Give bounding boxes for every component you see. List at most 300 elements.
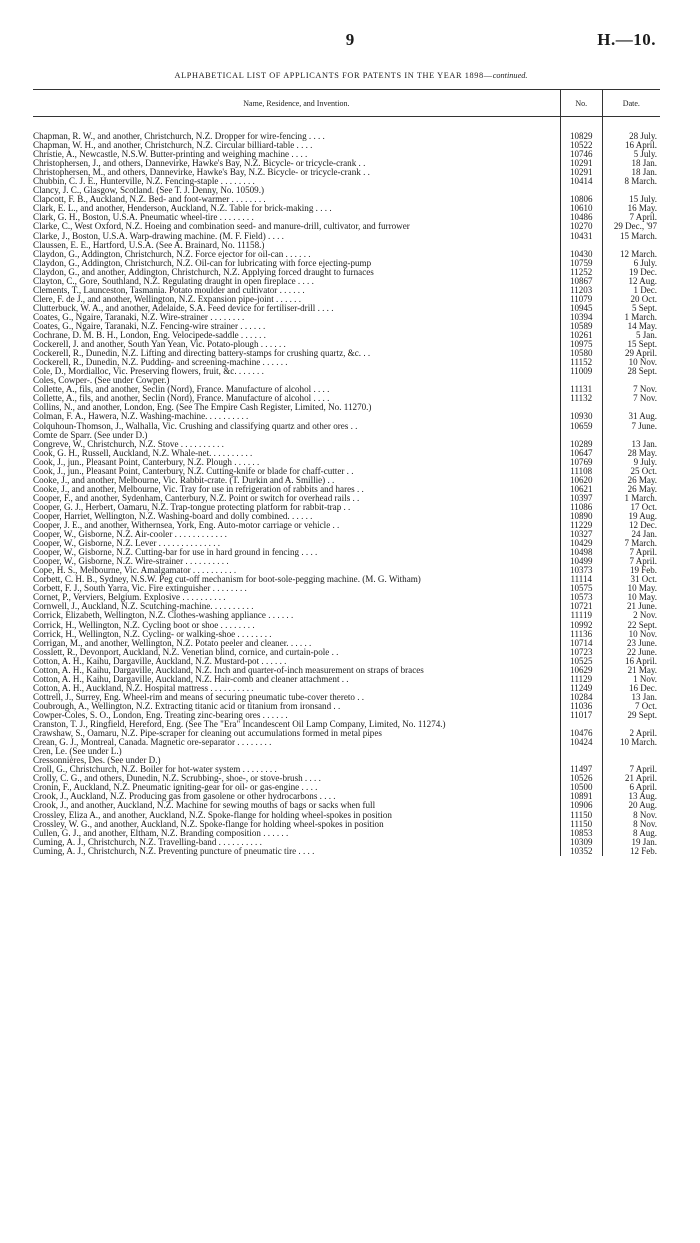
table-row: [33, 557, 660, 566]
patent-number: 10522: [560, 141, 602, 150]
application-date: 31 Oct.: [602, 575, 660, 584]
table-row: [33, 150, 660, 159]
application-date: 7 April.: [602, 213, 660, 222]
patent-number: 10270: [560, 222, 602, 231]
applicant-entry: Crolly, C. G., and others, Dunedin, N.Z. Scrubbing-, shoe-, or stove-brush . . . .: [33, 774, 321, 784]
applicant-entry: Corrick, H., Wellington, N.Z. Cycling boot or shoe . . . . . . . .: [33, 620, 255, 630]
table-row: [33, 232, 660, 241]
table-row: [33, 358, 660, 367]
table-spacer-row: [33, 117, 660, 133]
table-row: [33, 729, 660, 738]
application-date: 5 July.: [602, 150, 660, 159]
patent-number: 10525: [560, 657, 602, 666]
document-code: H.—10.: [597, 30, 656, 49]
table-row: [33, 412, 660, 421]
table-row: [33, 367, 660, 376]
patent-number: 11108: [560, 467, 602, 476]
page-number: 9: [345, 30, 355, 49]
patent-number: 11150: [560, 820, 602, 829]
patent-number: [560, 720, 602, 729]
patent-number: 10526: [560, 774, 602, 783]
applicant-entry: Cren, Le. (See under L.): [33, 747, 122, 757]
table-row: [33, 313, 660, 322]
patent-number: 10867: [560, 277, 602, 286]
patent-number: 10373: [560, 566, 602, 575]
table-row: [33, 259, 660, 268]
patent-number: [560, 241, 602, 250]
patent-number: 11252: [560, 268, 602, 277]
patent-number: 10721: [560, 602, 602, 611]
applicant-entry: Claydon, G., Addington, Christchurch, N.Z. Oil-can for lubricating with force ejecting-pump: [33, 258, 372, 268]
application-date: 16 April.: [602, 657, 660, 666]
patent-number: 11009: [560, 367, 602, 376]
application-date: 5 Jan.: [602, 331, 660, 340]
patent-number: 10610: [560, 204, 602, 213]
table-row: [33, 286, 660, 295]
table-row: [33, 584, 660, 593]
application-date: 24 Jan.: [602, 530, 660, 539]
applicant-entry: Cooper, W., Gisborne, N.Z. Air-cooler . . . . . . . . . . . .: [33, 530, 227, 540]
applicant-entry: Cooper, W., Gisborne, N.Z. Wire-strainer . . . . . . . . . .: [33, 557, 229, 567]
column-header-no: No.: [560, 90, 602, 117]
applicant-entry: Claydon, G., and another, Addington, Christchurch, N.Z. Applying forced draught to furnaces: [33, 267, 374, 277]
application-date: 7 June.: [602, 422, 660, 431]
applicant-entry: Colman, F. A., Hawera, N.Z. Washing-machine. . . . . . . . . .: [33, 412, 249, 422]
table-row: [33, 458, 660, 467]
table-row: [33, 195, 660, 204]
table-row: [33, 847, 660, 856]
patent-number: 10580: [560, 349, 602, 358]
application-date: 21 June.: [602, 602, 660, 611]
patent-number: 10659: [560, 422, 602, 431]
applicant-entry: Crook, J., Auckland, N.Z. Producing gas from gasolene or other hydrocarbons . . . .: [33, 792, 336, 802]
applicant-entry: Clancy, J. C., Glasgow, Scotland. (See T. J. Denny, No. 10509.): [33, 186, 265, 196]
application-date: 26 May.: [602, 476, 660, 485]
applicant-entry: Croll, G., Christchurch, N.Z. Boiler for hot-water system . . . . . . . .: [33, 765, 277, 775]
patent-number: 10500: [560, 783, 602, 792]
application-date: 28 Sept.: [602, 367, 660, 376]
application-date: 17 Oct.: [602, 503, 660, 512]
table-row: [33, 385, 660, 394]
applicant-entry: Chubbin, C. J. E., Hunterville, N.Z. Fencing-staple . . . . . . . .: [33, 177, 255, 187]
applicant-entry: Clark, G. H., Boston, U.S.A. Pneumatic wheel-tire . . . . . . . .: [33, 213, 254, 223]
patent-number: 10429: [560, 539, 602, 548]
table-row: [33, 431, 660, 440]
table-row: [33, 648, 660, 657]
applicant-entry: Cooper, Harriet, Wellington, N.Z. Washing-board and dolly combined. . . . . .: [33, 511, 313, 521]
applicant-entry: Crossley, W. G., and another, Auckland, N.Z. Spoke-flange for holding wheel-spokes in position: [33, 819, 384, 829]
patent-number: 11129: [560, 675, 602, 684]
table-body: [33, 117, 660, 856]
applicant-entry: Coates, G., Ngaire, Taranaki, N.Z. Wire-strainer . . . . . . . .: [33, 312, 245, 322]
table-row: [33, 738, 660, 747]
patent-number: [560, 747, 602, 756]
patent-number: 11017: [560, 711, 602, 720]
table-row: [33, 295, 660, 304]
application-date: 13 Jan.: [602, 693, 660, 702]
applicant-entry: Cooke, J., and another, Melbourne, Vic. Rabbit-crate. (T. Durkin and A. Smillie) . .: [33, 475, 335, 485]
application-date: 10 May.: [602, 584, 660, 593]
applicant-entry: Cuming, A. J., Christchurch, N.Z. Travelling-band . . . . . . . . . .: [33, 837, 262, 847]
applicant-entry: Cochrane, D. M. B. H., London, Eng. Velocipede-saddle . . . . . .: [33, 331, 266, 341]
table-row: [33, 268, 660, 277]
applicant-entry: Coles, Cowper-. (See under Cowper.): [33, 376, 170, 386]
title-continued: continued.: [492, 71, 528, 80]
applicant-entry: Cockerell, J. and another, South Yan Yean, Vic. Potato-plough . . . . . .: [33, 340, 286, 350]
patent-number: 10746: [560, 150, 602, 159]
patent-number: 10431: [560, 232, 602, 241]
application-date: 28 July.: [602, 132, 660, 141]
patent-number: 10352: [560, 847, 602, 856]
applicant-entry: Cooke, J., and another, Melbourne, Vic. Tray for use in refrigeration of rabbits and hares . .: [33, 484, 364, 494]
applicant-entry: Clarke, J., Boston, U.S.A. Warp-drawing machine. (M. F. Field) . . . .: [33, 231, 284, 241]
patent-number: [560, 403, 602, 412]
application-date: 1 Dec.: [602, 286, 660, 295]
table-row: [33, 838, 660, 847]
table-row: [33, 494, 660, 503]
table-row: [33, 783, 660, 792]
applicant-entry: Colquhoun-Thomson, J., Walhalla, Vic. Crushing and classifying quartz and other ores . .: [33, 421, 358, 431]
application-date: [602, 720, 660, 729]
applicant-entry: Chapman, W. H., and another, Christchurch, N.Z. Circular billiard-table . . . .: [33, 141, 313, 151]
patent-number: 10945: [560, 304, 602, 313]
patent-number: 10647: [560, 449, 602, 458]
patent-number: 11132: [560, 394, 602, 403]
application-date: 7 April.: [602, 557, 660, 566]
patent-number: 11497: [560, 765, 602, 774]
table-row: [33, 575, 660, 584]
table-row: [33, 792, 660, 801]
patent-number: 10414: [560, 177, 602, 186]
applicant-entry: Cockerell, R., Dunedin, N.Z. Pudding- and screening-machine . . . . . .: [33, 358, 288, 368]
table-row: [33, 548, 660, 557]
table-row: [33, 467, 660, 476]
table-row: [33, 394, 660, 403]
table-row: [33, 204, 660, 213]
applicant-entry: Christophersen, M., and others, Dannevirke, Hawke's Bay, N.Z. Bicycle- or tricycle-crank . .: [33, 168, 370, 178]
application-date: 12 Feb.: [602, 847, 660, 856]
title-text: ALPHABETICAL LIST OF APPLICANTS FOR PATENTS IN THE YEAR 1898—: [174, 71, 493, 80]
patent-number: 10620: [560, 476, 602, 485]
table-row: [33, 449, 660, 458]
table-row: [33, 512, 660, 521]
application-date: [602, 376, 660, 385]
patent-number: 10589: [560, 322, 602, 331]
table-row: [33, 521, 660, 530]
application-date: 20 Oct.: [602, 295, 660, 304]
applicant-entry: Coubrough, A., Wellington, N.Z. Extracting titanic acid or titanium from ironsand . .: [33, 701, 341, 711]
applicant-entry: Clark, E. L., and another, Henderson, Auckland, N.Z. Table for brick-making . . . .: [33, 204, 332, 214]
patent-number: 10261: [560, 331, 602, 340]
table-row: [33, 168, 660, 177]
patent-number: 11119: [560, 611, 602, 620]
patent-number: 10906: [560, 801, 602, 810]
application-date: 10 Nov.: [602, 358, 660, 367]
patent-number: 11036: [560, 702, 602, 711]
table-row: [33, 241, 660, 250]
table-row: [33, 186, 660, 195]
patent-number: 10284: [560, 693, 602, 702]
application-date: 12 Dec.: [602, 521, 660, 530]
table-row: [33, 702, 660, 711]
patent-number: 10890: [560, 512, 602, 521]
applicant-entry: Claydon, G., Addington, Christchurch, N.Z. Force ejector for oil-can . . . . . .: [33, 249, 311, 259]
table-row: [33, 801, 660, 810]
applicant-entry: Clere, F. de J., and another, Wellington, N.Z. Expansion pipe-joint . . . . . .: [33, 294, 301, 304]
application-date: 16 Dec.: [602, 684, 660, 693]
application-date: 19 Jan.: [602, 838, 660, 847]
application-date: [602, 186, 660, 195]
application-date: 7 March.: [602, 539, 660, 548]
application-date: [602, 431, 660, 440]
application-date: 1 March.: [602, 494, 660, 503]
patent-number: 10430: [560, 250, 602, 259]
application-date: 18 Jan.: [602, 159, 660, 168]
application-date: 26 May.: [602, 485, 660, 494]
patent-number: 11152: [560, 358, 602, 367]
patent-number: 10499: [560, 557, 602, 566]
applicant-entry: Cranston, T. J., Ringfield, Hereford, Eng. (See The "Era" Incandescent Oil Lamp Company, Limited, No. 11274.): [33, 720, 446, 730]
applicant-entry: Cronin, F., Auckland, N.Z. Pneumatic igniting-gear for oil- or gas-engine . . . .: [33, 783, 318, 793]
table-header-row: [33, 90, 660, 117]
application-date: 6 July.: [602, 259, 660, 268]
patent-number: 11150: [560, 811, 602, 820]
patent-number: 10992: [560, 621, 602, 630]
table-row: [33, 222, 660, 231]
table-row: [33, 675, 660, 684]
application-date: 5 Sept.: [602, 304, 660, 313]
table-row: [33, 602, 660, 611]
table-row: [33, 132, 660, 141]
applicant-entry: Crawshaw, S., Oamaru, N.Z. Pipe-scraper for cleaning out accumulations formed in metal pipes: [33, 729, 382, 739]
table-row: [33, 530, 660, 539]
table-row: [33, 213, 660, 222]
application-date: 8 Aug.: [602, 829, 660, 838]
application-date: 29 Sept.: [602, 711, 660, 720]
applicant-entry: Clements, T., Launceston, Tasmania. Potato moulder and cultivator . . . . . .: [33, 285, 305, 295]
applicant-entry: Corrick, H., Wellington, N.Z. Cycling- or walking-shoe . . . . . . . .: [33, 629, 272, 639]
table-row: [33, 639, 660, 648]
applicant-entry: Clayton, C., Gore, Southland, N.Z. Regulating draught in open fireplace . . . .: [33, 276, 314, 286]
table-row: [33, 711, 660, 720]
applicant-entry: Crossley, Eliza A., and another, Auckland, N.Z. Spoke-flange for holding wheel-spokes in position: [33, 810, 392, 820]
table-row: [33, 684, 660, 693]
applicant-entry: Cooper, G. J., Herbert, Oamaru, N.Z. Trap-tongue protecting platform for rabbit-trap . .: [33, 502, 351, 512]
applicant-entry: Cooper, W., Gisborne, N.Z. Cutting-bar for use in hard ground in fencing . . . .: [33, 548, 318, 558]
application-date: 21 May.: [602, 666, 660, 675]
application-date: [602, 747, 660, 756]
table-row: [33, 376, 660, 385]
table-row: [33, 340, 660, 349]
table-row: [33, 720, 660, 729]
application-date: 1 Nov.: [602, 675, 660, 684]
applicant-entry: Cook, J., jun., Pleasant Point, Canterbury, N.Z. Plough . . . . . .: [33, 457, 260, 467]
table-row: [33, 349, 660, 358]
applicant-entry: Chapman, R. W., and another, Christchurch, N.Z. Dropper for wire-fencing . . . .: [33, 132, 325, 141]
page-title: [36, 71, 666, 80]
applicant-entry: Collins, N., and another, London, Eng. (See The Empire Cash Register, Limited, No. 11270.): [33, 403, 372, 413]
application-date: 22 June.: [602, 648, 660, 657]
table-row: [33, 765, 660, 774]
applicant-entry: Cuming, A. J., Christchurch, N.Z. Preventing puncture of pneumatic tire . . . .: [33, 846, 315, 856]
table-row: [33, 811, 660, 820]
table-row: [33, 611, 660, 620]
table-row: [33, 621, 660, 630]
patent-number: [560, 756, 602, 765]
applicant-entry: Cooper, W., Gisborne, N.Z. Lever . . . . . . . . . . . . . .: [33, 539, 221, 549]
application-date: 16 May.: [602, 204, 660, 213]
patent-number: 10723: [560, 648, 602, 657]
patent-number: 10327: [560, 530, 602, 539]
table-row: [33, 422, 660, 431]
applicant-entry: Cope, H. S., Melbourne, Vic. Amalgamator . . . . . . . . . .: [33, 566, 237, 576]
application-date: 21 April.: [602, 774, 660, 783]
patent-number: 10853: [560, 829, 602, 838]
patent-number: 10629: [560, 666, 602, 675]
applicant-entry: Collette, A., fils, and another, Seclin (Nord), France. Manufacture of alcohol . . . .: [33, 394, 330, 404]
patent-number: 10829: [560, 132, 602, 141]
patent-number: 10397: [560, 494, 602, 503]
application-date: 6 April.: [602, 783, 660, 792]
patent-number: 10289: [560, 440, 602, 449]
application-date: 9 July.: [602, 458, 660, 467]
application-date: 8 Nov.: [602, 811, 660, 820]
application-date: 13 Jan.: [602, 440, 660, 449]
applicant-entry: Christie, A., Newcastle, N.S.W. Butter-printing and weighing machine . . . .: [33, 150, 308, 160]
patent-number: [560, 431, 602, 440]
applicant-entry: Cornwell, J., Auckland, N.Z. Scutching-machine. . . . . . . . . .: [33, 602, 254, 612]
table-row: [33, 756, 660, 765]
application-date: 2 April.: [602, 729, 660, 738]
application-date: 7 April.: [602, 765, 660, 774]
applicant-entry: Clapcott, F. B., Auckland, N.Z. Bed- and foot-warmer . . . . . . . .: [33, 195, 266, 205]
application-date: 1 March.: [602, 313, 660, 322]
patent-number: 10806: [560, 195, 602, 204]
applicant-entry: Cook, J., jun., Pleasant Point, Canterbury, N.Z. Cutting-knife or blade for chaff-cutter . .: [33, 466, 354, 476]
applicant-entry: Cotton, A. H., Auckland, N.Z. Hospital mattress . . . . . . . . . .: [33, 683, 254, 693]
column-header-name: Name, Residence, and Invention.: [33, 90, 560, 117]
application-date: 8 March.: [602, 177, 660, 186]
patent-number: 10759: [560, 259, 602, 268]
applicant-entry: Corbett, F. J., South Yarra, Vic. Fire extinguisher . . . . . . . .: [33, 584, 247, 594]
application-date: 2 Nov.: [602, 611, 660, 620]
patent-number: 11114: [560, 575, 602, 584]
applicant-entry: Clarke, C., West Oxford, N.Z. Hoeing and combination seed- and manure-drill, cultivator, and furrower: [33, 222, 410, 232]
table-row: [33, 666, 660, 675]
patent-number: 10891: [560, 792, 602, 801]
patent-number: 10575: [560, 584, 602, 593]
applicant-entry: Collette, A., fils, and another, Seclin (Nord), France. Manufacture of alcohol . . . .: [33, 385, 330, 395]
application-date: 16 April.: [602, 141, 660, 150]
applicant-entry: Cotton, A. H., Kaihu, Dargaville, Auckland, N.Z. Mustard-pot . . . . . .: [33, 656, 287, 666]
application-date: 10 Nov.: [602, 630, 660, 639]
application-date: 20 Aug.: [602, 801, 660, 810]
applicant-entry: Christophersen, J., and others, Dannevirke, Hawke's Bay, N.Z. Bicycle- or tricycle-crank . .: [33, 159, 366, 169]
application-date: 7 Nov.: [602, 394, 660, 403]
table-row: [33, 177, 660, 186]
patent-number: 11079: [560, 295, 602, 304]
applicant-entry: Comte de Sparr. (See under D.): [33, 430, 148, 440]
applicant-entry: Cooper, J. E., and another, Withernsea, York, Eng. Auto-motor carriage or vehicle . .: [33, 521, 340, 531]
table-row: [33, 159, 660, 168]
table-row: [33, 322, 660, 331]
table-row: [33, 331, 660, 340]
table-row: [33, 403, 660, 412]
application-date: 31 Aug.: [602, 412, 660, 421]
application-date: 7 Oct.: [602, 702, 660, 711]
table-row: [33, 774, 660, 783]
patent-number: 10769: [560, 458, 602, 467]
applicant-entry: Corbett, C. H. B., Sydney, N.S.W. Peg cut-off mechanism for boot-sole-pegging machine. (M. G. Witham): [33, 575, 421, 585]
table-row: [33, 250, 660, 259]
applicant-entry: Cole, D., Mordialloc, Vic. Preserving flowers, fruit, &c. . . . . . .: [33, 367, 264, 377]
patent-number: 10930: [560, 412, 602, 421]
applicant-entry: Cullen, G. J., and another, Eltham, N.Z. Branding composition . . . . . .: [33, 828, 289, 838]
patent-number: 10309: [560, 838, 602, 847]
table-row: [33, 820, 660, 829]
table-row: [33, 593, 660, 602]
table-row: [33, 829, 660, 838]
applicant-entry: Crean, G. J., Montreal, Canada. Magnetic ore-separator . . . . . . . .: [33, 738, 272, 748]
table-row: [33, 277, 660, 286]
applicant-entry: Corrick, Elizabeth, Wellington, N.Z. Clothes-washing appliance . . . . . .: [33, 611, 294, 621]
application-date: [602, 403, 660, 412]
patent-number: 11203: [560, 286, 602, 295]
applicant-entry: Cotton, A. H., Kaihu, Dargaville, Auckland, N.Z. Inch and quarter-of-inch measurement on straps of braces: [33, 665, 424, 675]
table-row: [33, 693, 660, 702]
patent-number: 10621: [560, 485, 602, 494]
application-date: 23 June.: [602, 639, 660, 648]
applicant-entry: Cooper, F., and another, Sydenham, Canterbury, N.Z. Point or switch for overhead rails . .: [33, 493, 360, 503]
applicant-entry: Corrigan, M., and another, Wellington, N.Z. Potato peeler and cleaner. . . . . .: [33, 638, 312, 648]
application-date: 22 Sept.: [602, 621, 660, 630]
table-row: [33, 476, 660, 485]
application-date: [602, 756, 660, 765]
application-date: 7 Nov.: [602, 385, 660, 394]
applicant-entry: Cotton, A. H., Kaihu, Dargaville, Auckland, N.Z. Hair-comb and cleaner attachment . .: [33, 674, 349, 684]
application-date: 18 Jan.: [602, 168, 660, 177]
column-header-date: Date.: [602, 90, 660, 117]
application-date: 14 May.: [602, 322, 660, 331]
patent-number: 10394: [560, 313, 602, 322]
table-row: [33, 539, 660, 548]
application-date: 12 March.: [602, 250, 660, 259]
application-date: 8 Nov.: [602, 820, 660, 829]
table-row: [33, 485, 660, 494]
table-row: [33, 141, 660, 150]
application-date: 25 Oct.: [602, 467, 660, 476]
patent-number: [560, 186, 602, 195]
patent-number: 11229: [560, 521, 602, 530]
applicant-entry: Cornet, P., Verviers, Belgium. Explosive . . . . . . . . . .: [33, 593, 226, 603]
table-row: [33, 630, 660, 639]
patent-number: 10486: [560, 213, 602, 222]
application-date: 19 Aug.: [602, 512, 660, 521]
applicant-entry: Coates, G., Ngaire, Taranaki, N.Z. Fencing-wire strainer . . . . . .: [33, 321, 266, 331]
patent-number: 10291: [560, 168, 602, 177]
application-date: 19 Feb.: [602, 566, 660, 575]
table-row: [33, 566, 660, 575]
applicant-entry: Cottrell, J., Surrey, Eng. Wheel-rim and means of securing pneumatic tube-cover thereto . .: [33, 692, 365, 702]
application-date: [602, 241, 660, 250]
application-date: 29 April.: [602, 349, 660, 358]
applicant-entry: Congreve, W., Christchurch, N.Z. Stove . . . . . . . . . .: [33, 439, 224, 449]
applicant-entry: Clutterbuck, W. A., and another, Adelaide, S.A. Feed device for fertiliser-drill . . . .: [33, 303, 334, 313]
table-row: [33, 747, 660, 756]
applicant-entry: Cockerell, R., Dunedin, N.Z. Lifting and directing battery-stamps for crushing quartz, &c. . .: [33, 349, 371, 359]
application-date: 15 March.: [602, 232, 660, 241]
application-date: 12 Aug.: [602, 277, 660, 286]
